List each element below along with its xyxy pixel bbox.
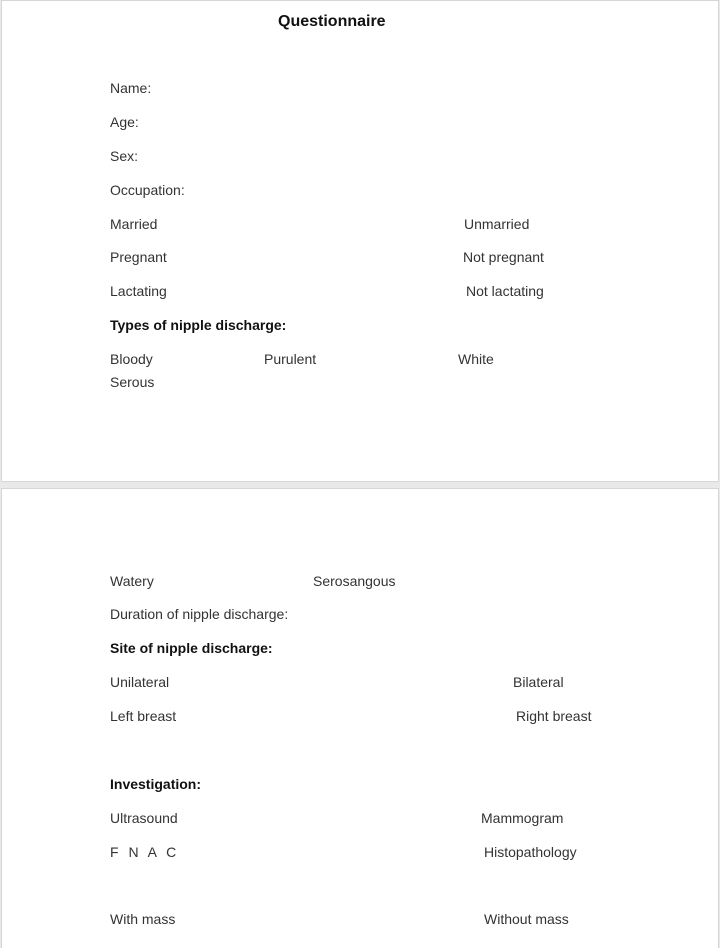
- histopathology-option: Histopathology: [484, 844, 577, 860]
- left-breast-option: Left breast: [110, 708, 177, 724]
- bilateral-option: Bilateral: [513, 674, 564, 690]
- unilateral-option: Unilateral: [110, 674, 170, 690]
- serous-option: Serous: [110, 374, 155, 390]
- site-heading: Site of nipple discharge:: [110, 640, 273, 656]
- ultrasound-option: Ultrasound: [110, 810, 178, 826]
- page-title: Questionnaire: [278, 13, 386, 30]
- types-heading: Types of nipple discharge:: [110, 317, 287, 333]
- unmarried-option: Unmarried: [464, 216, 530, 232]
- with-mass-option: With mass: [110, 911, 176, 927]
- sex-label: Sex:: [110, 148, 139, 164]
- not-lactating-option: Not lactating: [466, 283, 544, 299]
- lactating-option: Lactating: [110, 283, 167, 299]
- bloody-option: Bloody: [110, 351, 153, 367]
- white-option: White: [458, 351, 494, 367]
- right-breast-option: Right breast: [516, 708, 592, 724]
- married-option: Married: [110, 216, 158, 232]
- mammogram-option: Mammogram: [481, 810, 564, 826]
- not-pregnant-option: Not pregnant: [463, 249, 544, 265]
- questionnaire-page-1: [1, 0, 719, 482]
- name-label: Name:: [110, 80, 152, 96]
- occupation-label: Occupation:: [110, 182, 185, 198]
- without-mass-option: Without mass: [484, 911, 569, 927]
- fnac-option: F N A C: [110, 844, 180, 860]
- questionnaire-page-2: [1, 488, 719, 948]
- age-label: Age:: [110, 114, 139, 130]
- investigation-heading: Investigation:: [110, 776, 202, 792]
- purulent-option: Purulent: [264, 351, 317, 367]
- serosangous-option: Serosangous: [313, 573, 396, 589]
- pregnant-option: Pregnant: [110, 249, 167, 265]
- watery-option: Watery: [110, 573, 154, 589]
- duration-label: Duration of nipple discharge:: [110, 606, 289, 622]
